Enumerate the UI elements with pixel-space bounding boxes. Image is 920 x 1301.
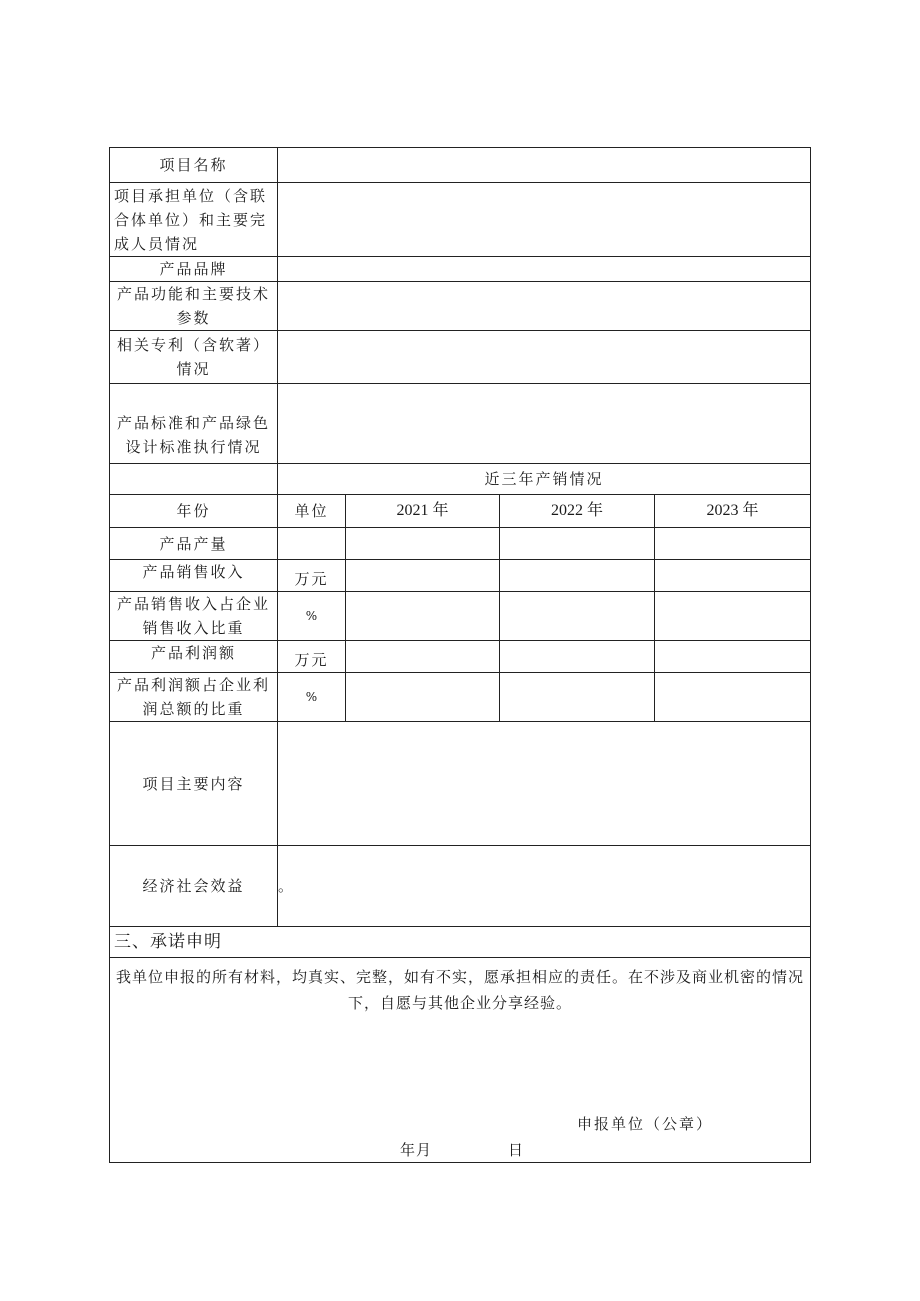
- item-label: 产品产量: [110, 528, 278, 560]
- patents-field[interactable]: [278, 331, 811, 384]
- declaration-cell: [110, 958, 811, 1163]
- function-field[interactable]: [278, 282, 811, 331]
- function-label: 产品功能和主要技术参数: [110, 282, 278, 331]
- project-name-label: 项目名称: [110, 148, 278, 183]
- item-label: 产品销售收入: [110, 560, 278, 592]
- row-brand: [110, 257, 811, 282]
- row-main-content: [110, 722, 811, 846]
- brand-field[interactable]: [278, 257, 811, 282]
- undertaker-label: 项目承担单位（含联合体单位）和主要完成人员情况: [110, 183, 278, 257]
- table-row: [110, 641, 811, 673]
- sales-title-blank: [110, 464, 278, 495]
- unit-label: 单位: [278, 495, 346, 528]
- benefits-field[interactable]: 。: [278, 846, 811, 927]
- row-patents: [110, 331, 811, 384]
- row-function: [110, 282, 811, 331]
- item-unit: %: [278, 592, 346, 641]
- year-label: 年份: [110, 495, 278, 528]
- item-label: 产品销售收入占企业销售收入比重: [110, 592, 278, 641]
- value-cell[interactable]: [655, 560, 811, 592]
- declaration-heading: 三、承诺申明: [110, 927, 811, 958]
- row-sales-header: [110, 495, 811, 528]
- day-label: 日: [508, 1141, 526, 1159]
- value-cell[interactable]: [346, 641, 500, 673]
- project-name-field[interactable]: [278, 148, 811, 183]
- value-cell[interactable]: [655, 592, 811, 641]
- value-cell[interactable]: [500, 592, 655, 641]
- main-content-field[interactable]: [278, 722, 811, 846]
- patents-label: 相关专利（含软著）情况: [110, 331, 278, 384]
- item-unit: [278, 528, 346, 560]
- brand-label: 产品品牌: [110, 257, 278, 282]
- item-unit: 万元: [278, 560, 346, 592]
- standards-field[interactable]: [278, 384, 811, 464]
- item-label: 产品利润额占企业利润总额的比重: [110, 673, 278, 722]
- year-2023: 2023 年: [655, 495, 811, 528]
- row-undertaker: [110, 183, 811, 257]
- value-cell[interactable]: [655, 641, 811, 673]
- value-cell[interactable]: [655, 673, 811, 722]
- row-declaration: [110, 958, 811, 1163]
- item-unit: %: [278, 673, 346, 722]
- value-cell[interactable]: [346, 592, 500, 641]
- undertaker-field[interactable]: [278, 183, 811, 257]
- standards-label: 产品标准和产品绿色设计标准执行情况: [110, 384, 278, 464]
- value-cell[interactable]: [655, 528, 811, 560]
- row-sales-title: [110, 464, 811, 495]
- row-project-name: [110, 148, 811, 183]
- value-cell[interactable]: [500, 560, 655, 592]
- signature-label: 申报单位（公章）: [577, 1115, 714, 1133]
- row-standards: [110, 384, 811, 464]
- main-content-label: 项目主要内容: [110, 722, 278, 846]
- item-unit: 万元: [278, 641, 346, 673]
- sales-title: 近三年产销情况: [278, 464, 811, 495]
- declaration-body: [110, 958, 810, 1162]
- value-cell[interactable]: [500, 528, 655, 560]
- declaration-text: 我单位申报的所有材料，均真实、完整，如有不实，愿承担相应的责任。在不涉及商业机密的情况下，自愿与其他企业分享经验。: [115, 968, 804, 1012]
- value-cell[interactable]: [500, 673, 655, 722]
- table-row: [110, 592, 811, 641]
- value-cell[interactable]: [346, 673, 500, 722]
- application-form: [109, 147, 811, 1163]
- item-label: 产品利润额: [110, 641, 278, 673]
- year-2021: 2021 年: [346, 495, 500, 528]
- row-declaration-heading: [110, 927, 811, 958]
- benefits-label: 经济社会效益: [110, 846, 278, 927]
- value-cell[interactable]: [346, 560, 500, 592]
- year-2022: 2022 年: [500, 495, 655, 528]
- date-label: 年月: [400, 1141, 433, 1159]
- value-cell[interactable]: [346, 528, 500, 560]
- table-row: [110, 528, 811, 560]
- table-row: [110, 673, 811, 722]
- value-cell[interactable]: [500, 641, 655, 673]
- row-benefits: [110, 846, 811, 927]
- table-row: [110, 560, 811, 592]
